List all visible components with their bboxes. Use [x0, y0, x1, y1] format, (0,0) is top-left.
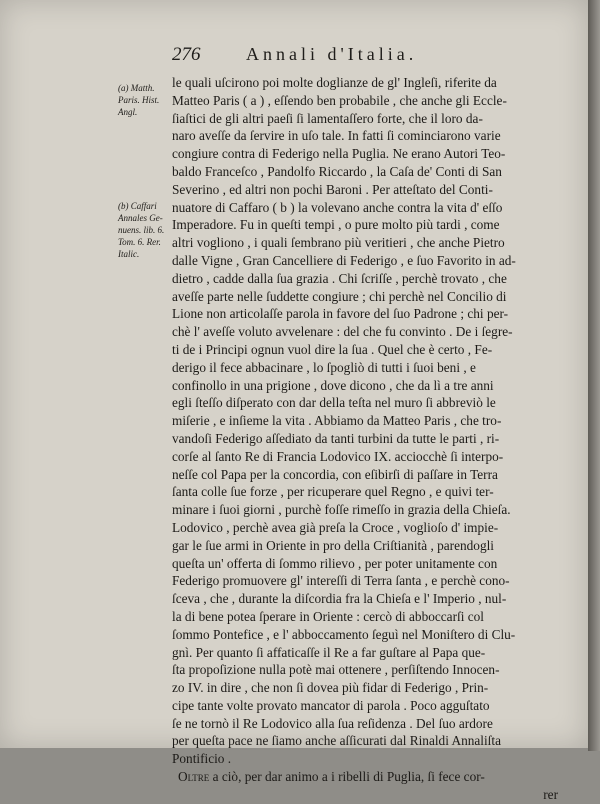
margin-note-line: Annales Ge- — [118, 213, 163, 223]
text-line: Lione non articolaſſe parola in favore del ſuo Padrone ; chi per- — [172, 306, 509, 322]
text-line: Lodovico , perchè avea già preſa la Croce , voglioſo d' impie- — [172, 519, 499, 535]
text-line: minare i ſuoi giorni , purchè foſſe rimeſſo in grazia della Chieſa. — [172, 502, 511, 518]
text-line: confinollo in una prigione , dove dicono , che da lì a tre anni — [172, 377, 494, 393]
text-line: Pontificio . — [172, 751, 232, 767]
text-line: le quali uſcirono poi molte doglianze de gl' Ingleſi, riferite da — [172, 75, 497, 90]
text-line: naro aveſſe da ſervire in uſo tale. In fatti ſi cominciarono varie — [172, 128, 501, 144]
paragraph-2-initial-word: Oltre — [178, 769, 210, 785]
text-line: aveſſe parte nelle ſuddette congiure ; chi perchè nel Concilio di — [172, 288, 507, 304]
paragraph-2-line-rest: a ciò, per dar animo a i ribelli di Puglia, ſi fece cor- — [209, 769, 485, 785]
text-line: congiure contra di Federigo nella Puglia. Ne erano Autori Teo- — [172, 146, 506, 162]
text-line: ſanta colle ſue forze , per ricuperare quel Regno , e quivi ter- — [172, 484, 494, 500]
text-line: dietro , cadde dalla ſua grazia . Chi ſcriſſe , perchè trovato , che — [172, 270, 507, 286]
paragraph-2-first-line — [172, 768, 568, 786]
text-line: derigo il fece abbacinare , lo ſpogliò di tutti i ſuoi beni , e — [172, 359, 476, 375]
margin-note-line: Angl. — [118, 107, 138, 117]
text-line: ſceva , che , durante la diſcordia fra la Chieſa e l' Imperio , nul- — [172, 591, 507, 607]
margin-note-line: Tom. 6. Rer. — [118, 237, 161, 247]
text-line: nuatore di Caffaro ( b ) la volevano anche contra la vita d' eſſo — [172, 199, 503, 215]
text-line: cipe tante volte provato mancator di parola . Poco agguſtato — [172, 697, 490, 713]
text-line: Federigo promuovere gl' intereſſi di Terra ſanta , e perchè cono- — [172, 573, 510, 589]
margin-note-line: (a) Matth. — [118, 83, 155, 93]
margin-note-line: Italic. — [118, 249, 140, 259]
margin-note-line: (b) Caffari — [118, 201, 157, 211]
text-line: Matteo Paris ( a ) , eſſendo ben probabile , che anche gli Eccle- — [172, 92, 507, 108]
text-line: egli ſteſſo diſperato con dar della teſta nel muro ſi abbreviò le — [172, 395, 496, 411]
text-line: ti de i Principi ognun vuol dire la ſua . Quel che è certo , Fe- — [172, 341, 493, 357]
catchword: rer — [543, 786, 558, 802]
text-line: corſe al ſanto Re di Francia Lodovico IX. acciocchè ſi interpo- — [172, 448, 504, 464]
text-line: miſerie , e inſieme la vita . Abbiamo da Matteo Paris , che tro- — [172, 413, 502, 429]
text-line: ſta propoſizione nulla potè mai ottenere , perſiſtendo Innocen- — [172, 662, 500, 678]
text-line: zo IV. in dire , che non ſi dovea più fidar di Federigo , Prin- — [172, 680, 489, 696]
text-line: baldo Franceſco , Pandolfo Riccardo , la Caſa de' Conti di San — [172, 163, 502, 179]
page-number: 276 — [172, 44, 201, 65]
text-line: ſommo Pontefice , e l' abboccamento ſeguì nel Moniſtero di Clu- — [172, 626, 516, 642]
text-line: la di bene potea ſperare in Oriente : cercò di abboccarſi col — [172, 608, 484, 624]
text-line: Imperadore. Fu in queſti tempi , o pure molto più tardi , come — [172, 217, 500, 233]
text-line: dalle Vigne , Gran Cancelliere di Federigo , e ſuo Favorito in ad- — [172, 252, 516, 268]
text-line: Severino , ed altri non pochi Baroni . Per atteſtato del Conti- — [172, 181, 493, 197]
text-line: gnì. Per quanto ſi affaticaſſe il Re a far guſtare al Papa que- — [172, 644, 486, 660]
running-title: Annali d'Italia. — [246, 44, 418, 64]
margin-note-b — [118, 200, 164, 260]
page-header — [172, 44, 572, 68]
text-line: ſe ne tornò il Re Lodovico alla ſua reſidenza . Del ſuo ardore — [172, 715, 493, 731]
text-line: altri vogliono , i quali ſembrano più veritieri , che anche Pietro — [172, 235, 505, 251]
page-edge-shadow — [588, 0, 600, 751]
text-line: vandoſi Federigo aſſediato da tanti turbini da tutte le parti , ri- — [172, 430, 500, 446]
margin-note-line: nuens. lib. 6. — [118, 225, 165, 235]
text-line: gar le ſue armi in Oriente in pro della Criſtianità , parendogli — [172, 537, 494, 553]
margin-note-a — [118, 82, 159, 118]
body-text — [172, 74, 568, 804]
text-line: chè l' aveſſe voluto avvelenare : del che fu convinto . De i ſegre- — [172, 324, 513, 340]
margin-note-line: Paris. Hist. — [118, 95, 160, 105]
text-line: neſſe col Papa per la concordia, con eſibirſi di paſſare in Terra — [172, 466, 498, 482]
text-line: per queſta pace ne ſiamo anche aſſicurati dal Rinaldi Annaliſta — [172, 733, 501, 749]
text-line: queſta un' offerta di ſommo rilievo , per poter unitamente con — [172, 555, 498, 571]
text-line: ſiaſtici de gli altri paeſi ſi lamentaſſero forte, che il loro da- — [172, 110, 483, 126]
